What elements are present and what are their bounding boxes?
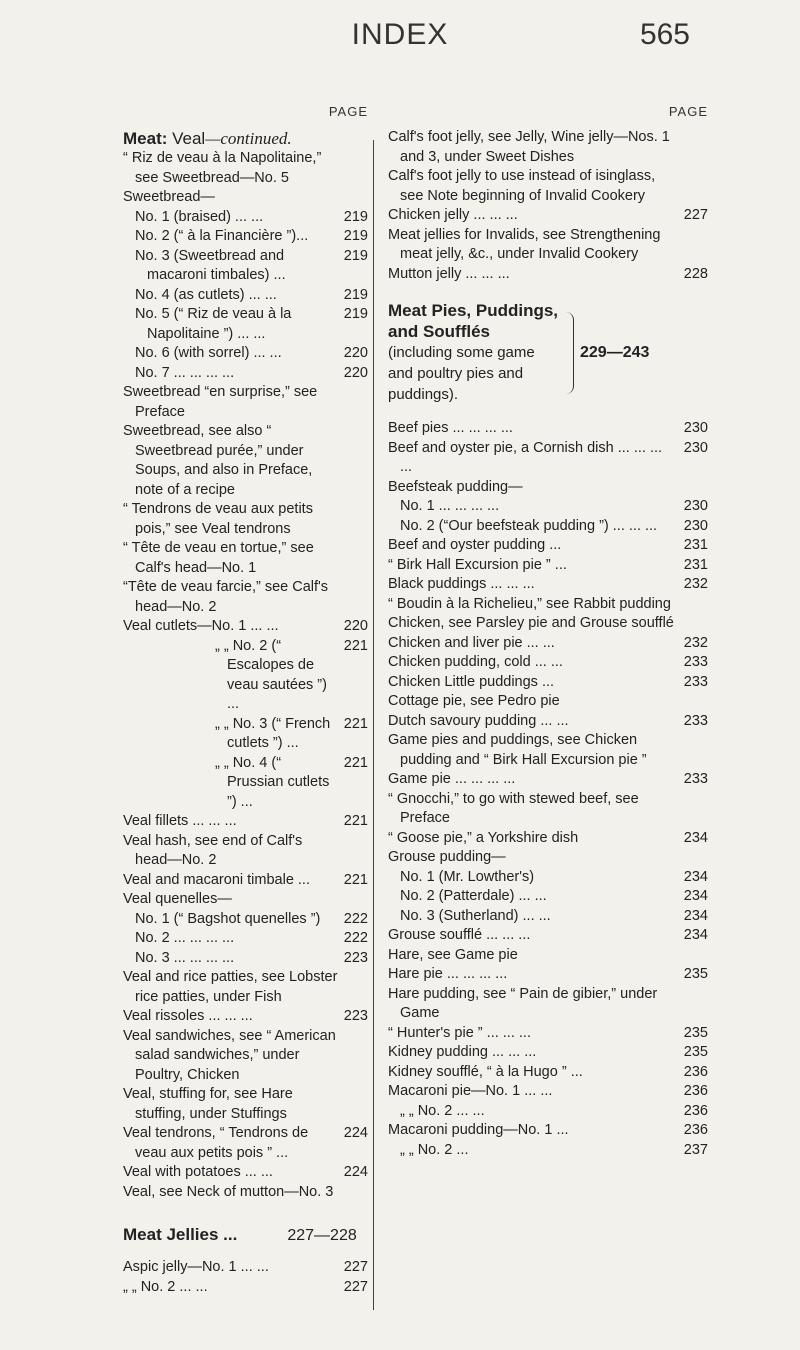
entry-page: 221 [343,754,368,771]
entry-text: Veal, see Neck of mutton—No. 3 [123,1183,334,1200]
index-entry [388,595,708,615]
entry-page: 223 [343,1008,368,1024]
entry-text: “ Tête de veau en tortue,” see Calf's head—No. 1 [123,540,314,576]
entry-text: “Tête de veau farcie,” see Calf's head—No. 2 [123,579,329,615]
entry-text: Hare, see Game pie [388,946,518,963]
entry-text: „ „ No. 2 ... ... [123,1278,208,1295]
entry-text: Chicken and liver pie ... ... [388,634,555,651]
index-entry [123,149,368,169]
entry-text: „ „ No. 2 ... [400,1141,469,1158]
page-column-label: PAGE [328,104,368,119]
entry-page: 219 [343,286,368,303]
entry-text: Macaroni pie—No. 1 ... ... [388,1083,553,1099]
entry-text: Veal tendrons, “ Tendrons de veau aux petits pois ” ... [123,1125,309,1161]
index-entry [123,1085,368,1124]
entry-page: 236 [683,1102,708,1119]
page-title: INDEX [351,18,449,51]
entry-page: 224 [343,1125,368,1141]
index-entry [123,1007,368,1027]
entry-text: Hare pudding, see “ Pain de gibier,” under Game [388,985,658,1021]
entry-text: “ Birk Hall Excursion pie ” ... [388,556,567,573]
entry-text: Veal rissoles ... ... ... [123,1008,253,1024]
entry-page: 230 [683,498,708,514]
entry-text: see Sweetbread—No. 5 [135,169,289,186]
index-entry [388,1082,708,1102]
entry-text: No. 4 (as cutlets) ... ... [135,286,277,303]
right-column [388,104,708,1160]
entry-text: Chicken pudding, cold ... ... [388,654,563,670]
index-entry [123,305,368,344]
jellies-page-range: 227—228 [287,1227,357,1244]
index-entry [123,812,368,832]
entry-page: 227 [683,207,708,223]
index-entry [388,868,708,888]
entry-text: Beef and oyster pudding ... [388,537,562,553]
entry-text: Aspic jelly—No. 1 ... ... [123,1259,269,1275]
index-entry [123,188,368,208]
entry-text: No. 3 (Sutherland) ... ... [400,907,551,924]
entry-page: 235 [683,966,708,982]
entry-page: 220 [343,364,368,381]
left-column [123,104,368,1297]
entry-page: 228 [683,265,708,282]
index-entry [123,344,368,364]
entry-text: Beefsteak pudding— [388,478,523,495]
index-entry [123,422,368,500]
entry-text: Veal sandwiches, see “ American salad sandwiches,” under Poultry, Chicken [123,1027,336,1083]
index-entry [388,731,708,770]
index-entry [123,1163,368,1183]
index-entry [123,910,368,930]
index-entry [123,617,368,637]
entry-page: 237 [683,1141,708,1158]
entry-text: Hare pie ... ... ... ... [388,966,508,982]
index-entry [388,653,708,673]
index-entry [388,790,708,829]
index-entry [388,848,708,868]
index-entry [123,227,368,247]
index-entry [388,985,708,1024]
index-entry [123,949,368,969]
page-number: 565 [639,18,690,51]
index-entry [388,478,708,498]
index-entry [388,1063,708,1083]
entry-text: No. 2 (“Our beefsteak pudding ”) ... ... ... [400,517,658,534]
brace-bracket [563,312,574,394]
entry-text: Chicken Little puddings ... [388,673,555,690]
jellies-title: Meat Jellies ... [123,1225,238,1244]
entry-page: 235 [683,1044,708,1060]
entry-page: 233 [683,673,708,690]
entry-text: “ Boudin à la Richelieu,” see Rabbit pudding [388,595,671,612]
entry-text: Grouse pudding— [388,849,506,865]
entry-text: No. 6 (with sorrel) ... ... [135,345,282,361]
entry-page: 233 [683,712,708,729]
entry-text: Calf's foot jelly, see Jelly, Wine jelly—Nos. 1 and 3, under Sweet Dishes [388,129,670,165]
entry-page: 230 [683,420,708,436]
entry-text: Calf's foot jelly to use instead of isinglass, see Note beginning of Invalid Cookery [388,168,656,204]
entry-page: 233 [683,654,708,670]
entry-text: No. 7 ... ... ... ... [135,364,235,381]
right-entry-list [388,419,708,1160]
index-entry [388,965,708,985]
index-entry [388,128,708,167]
entry-text: Grouse soufflé ... ... ... [388,927,531,943]
index-entry [123,1027,368,1086]
index-entry [123,286,368,306]
entry-text: Beef and oyster pie, a Cornish dish ... ... ... ... [388,439,663,475]
index-entry [388,556,708,576]
index-entry [388,265,708,285]
entry-page: 236 [683,1063,708,1080]
entry-page: 219 [343,247,368,264]
entry-text: Chicken, see Parsley pie and Grouse soufflé [388,615,674,631]
index-entry [123,1183,368,1203]
entry-page: 221 [343,813,368,829]
entry-text: Cottage pie, see Pedro pie [388,693,560,709]
entry-page: 230 [683,439,708,456]
left-entry-list [123,149,368,1202]
entry-page: 236 [683,1083,708,1099]
entry-text: Beef pies ... ... ... ... [388,420,513,436]
entry-text: Chicken jelly ... ... ... [388,207,518,223]
entry-text: Sweetbread, see also “ Sweetbread purée,” under Soups, and also in Preface, note of a recipe [123,423,313,498]
entry-text: “ Hunter's pie ” ... ... ... [388,1024,531,1041]
entry-text: Veal, stuffing for, see Hare stuffing, under Stuffings [123,1086,293,1122]
index-entry [123,247,368,286]
entry-text: „ „ No. 2 (“ Escalopes de veau sautées ”) ... [215,637,327,712]
entry-text: No. 1 (braised) ... ... [135,208,264,225]
entry-page: 222 [343,930,368,946]
entry-text: Mutton jelly ... ... ... [388,265,510,282]
entry-text: No. 2 (Patterdale) ... ... [400,888,547,904]
entry-text: Kidney soufflé, “ à la Hugo ” ... [388,1063,583,1080]
entry-text: No. 2 (“ à la Financière ”)... [135,228,309,244]
entry-text: “ Goose pie,” a Yorkshire dish [388,829,579,846]
index-entry [123,871,368,891]
entry-page: 234 [683,907,708,924]
entry-text: No. 3 (Sweetbread and macaroni timbales) ... [135,247,286,283]
entry-text: Kidney pudding ... ... ... [388,1044,537,1060]
heading-veal: Veal [172,129,206,148]
entry-page: 234 [683,888,708,904]
entry-text: Dutch savoury pudding ... ... [388,712,569,729]
entry-text: No. 2 ... ... ... ... [135,930,235,946]
index-entry [388,829,708,849]
pies-title: Meat Pies, Puddings, and Soufflés [388,301,559,341]
entry-page: 224 [343,1164,368,1180]
index-entry [123,832,368,871]
index-entry [388,226,708,265]
entry-page: 234 [683,829,708,846]
index-entry [388,614,708,634]
entry-text: Veal quenelles— [123,891,232,907]
entry-text: No. 3 ... ... ... ... [135,949,235,966]
index-entry [388,907,708,927]
entry-page: 232 [683,634,708,651]
entry-text: „ „ No. 3 (“ French cutlets ”) ... [215,715,331,751]
section-heading-meat-jellies [123,1224,368,1246]
entry-text: „ „ No. 2 ... ... [400,1102,485,1119]
index-entry [388,167,708,206]
entry-text: No. 1 (“ Bagshot quenelles ”) [135,910,321,927]
index-entry [388,536,708,556]
index-entry [388,673,708,693]
index-entry [388,634,708,654]
index-entry [123,364,368,384]
entry-page: 222 [343,910,368,927]
entry-page: 236 [683,1122,708,1138]
entry-text: Veal and rice patties, see Lobster rice patties, under Fish [123,969,338,1005]
entry-page: 220 [343,345,368,361]
entry-text: Game pie ... ... ... ... [388,771,516,787]
entry-page: 230 [683,517,708,534]
index-entry [388,517,708,537]
entry-text: Meat jellies for Invalids, see Strengthening meat jelly, &c., under Invalid Cookery [388,226,661,262]
entry-page: 221 [343,637,368,654]
entry-page: 219 [343,306,368,322]
entry-text: “ Gnocchi,” to go with stewed beef, see Preface [388,790,639,826]
entry-page: 233 [683,771,708,787]
pies-subtitle: (including some game and poultry pies and puddings). [388,344,535,403]
pies-page-range: 229—243 [580,343,650,361]
index-entry [388,1043,708,1063]
entry-text: Veal cutlets—No. 1 ... ... [123,618,279,634]
entry-text: “ Tendrons de veau aux petits pois,” see Veal tendrons [123,501,313,537]
heading-continued: —continued. [205,129,292,148]
entry-page: 220 [343,618,368,634]
entry-text: Veal and macaroni timbale ... [123,871,310,888]
entry-page: 231 [683,537,708,553]
section-heading-meat-veal [123,128,368,149]
index-entry [123,500,368,539]
index-entry [388,1141,708,1161]
index-entry [123,1258,368,1278]
entry-text: Sweetbread— [123,189,215,205]
index-entry [388,419,708,439]
index-entry [123,383,368,422]
entry-text: No. 1 ... ... ... ... [400,498,500,514]
entry-page: 221 [343,871,368,888]
entry-page: 219 [343,228,368,244]
index-entry [388,770,708,790]
entry-text: Veal fillets ... ... ... [123,813,237,829]
index-entry [388,946,708,966]
entry-page: 232 [683,576,708,592]
entry-page: 227 [343,1259,368,1275]
index-entry [388,887,708,907]
index-entry [388,439,708,478]
entry-text: Game pies and puddings, see Chicken pudding and “ Birk Hall Excursion pie ” [388,732,647,768]
index-entry [123,578,368,617]
index-entry [388,206,708,226]
index-entry [388,926,708,946]
section-heading-meat-pies [388,300,708,405]
index-entry [123,968,368,1007]
index-entry [388,575,708,595]
entry-text: Veal with potatoes ... ... [123,1164,273,1180]
index-entry [123,208,368,228]
entry-text: Sweetbread “en surprise,” see Preface [123,384,318,420]
entry-page: 219 [343,208,368,225]
index-entry [123,169,368,189]
heading-meat: Meat: [123,129,173,148]
index-entry [123,637,368,715]
index-entry [388,712,708,732]
index-entry [388,497,708,517]
entry-text: No. 5 (“ Riz de veau à la Napolitaine ”) ... ... [135,306,292,342]
index-entry [388,1024,708,1044]
index-entry [123,929,368,949]
index-entry [388,1121,708,1141]
index-entry [123,754,368,813]
index-entry [123,1278,368,1298]
entry-text: Veal hash, see end of Calf's head—No. 2 [123,832,303,868]
entry-page: 234 [683,868,708,885]
page-column-label: PAGE [668,104,708,119]
index-entry [123,539,368,578]
right-top-entry-list [388,128,708,284]
index-entry [388,1102,708,1122]
entry-page: 235 [683,1024,708,1041]
entry-page: 221 [343,715,368,732]
index-entry [123,1124,368,1163]
entry-page: 231 [683,556,708,573]
entry-text: Black puddings ... ... ... [388,576,535,592]
index-entry [388,692,708,712]
jelly-entry-list [123,1258,368,1297]
entry-text: No. 1 (Mr. Lowther's) [400,868,535,885]
index-entry [123,715,368,754]
entry-text: “ Riz de veau à la Napolitaine,” [123,150,322,166]
entry-text: „ „ No. 4 (“ Prussian cutlets ”) ... [215,754,330,810]
index-entry [123,890,368,910]
entry-page: 234 [683,927,708,943]
column-divider [373,140,374,1310]
entry-page: 223 [343,949,368,966]
entry-text: Macaroni pudding—No. 1 ... [388,1122,569,1138]
entry-page: 227 [343,1278,368,1295]
